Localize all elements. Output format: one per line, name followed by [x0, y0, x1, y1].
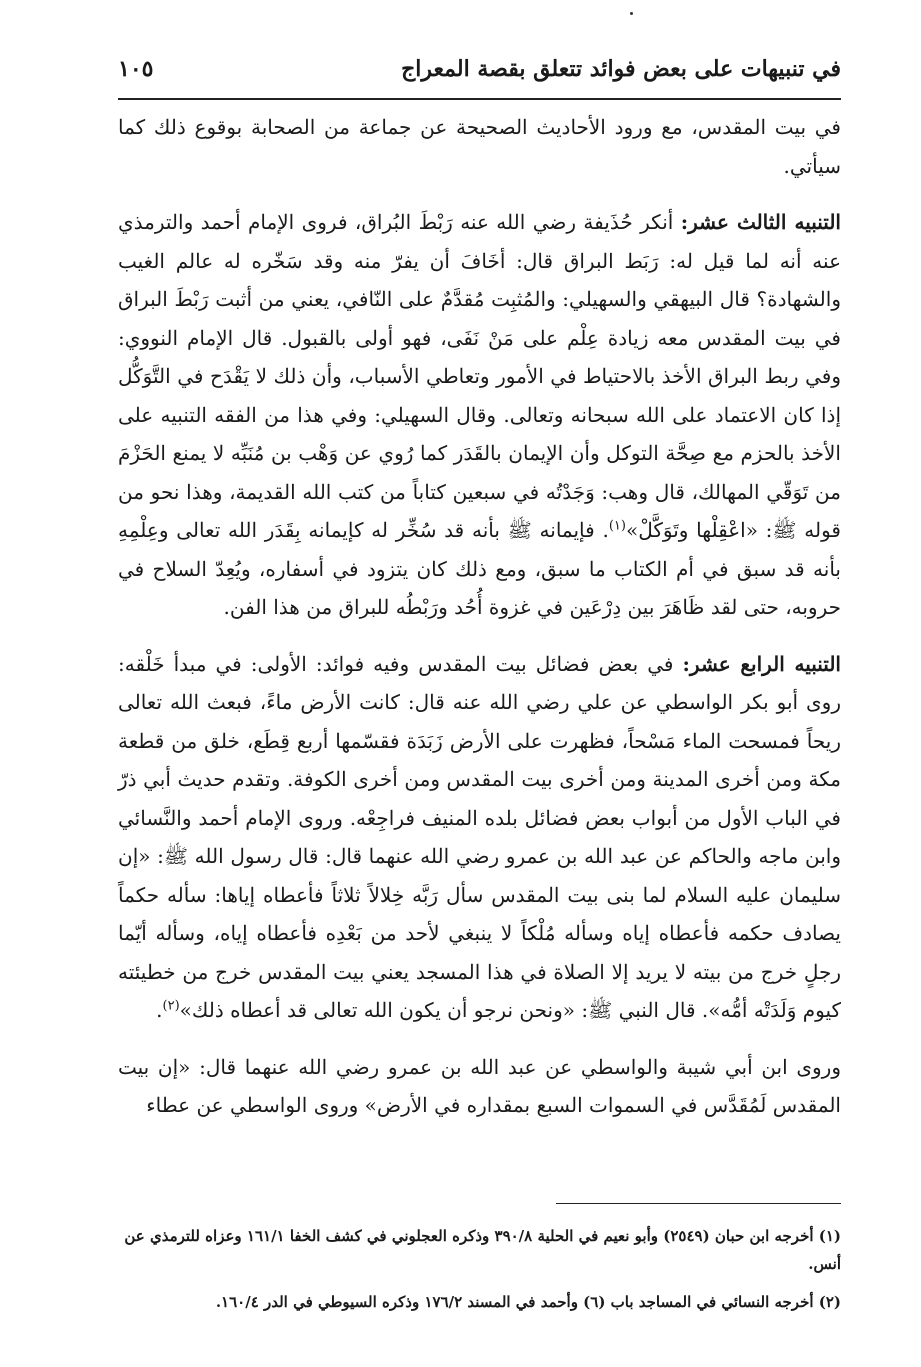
paragraph — [118, 645, 841, 1030]
paragraph — [118, 1048, 841, 1125]
main-text — [118, 108, 841, 1143]
footnote-reference[interactable]: (١) — [608, 518, 626, 534]
page-number: ١٠٥ — [118, 56, 154, 82]
paragraph-text: في بيت المقدس، مع ورود الأحاديث الصحيحة عن جماعة من الصحابة بوقوع ذلك كما سيأتي. — [118, 115, 841, 178]
section-heading: التنبيه الرابع عشر: — [682, 651, 841, 676]
paragraph-text: . — [156, 998, 163, 1022]
running-header — [118, 50, 841, 100]
footnote-reference[interactable]: (٢) — [162, 998, 180, 1014]
paragraph-text: . فإيمانه ﷺ بأنه قد سُخِّر له كإيمانه بِقَدَر الله تعالى وعِلْمِهِ بأنه قد سبق في أم الكتاب ما سبق، ومع ذلك كان يتزود في أسفاره، ويُعِدّ السلاح في حروبه، حتى لقد ظَاهَرَ بين دِرْعَين في غزوة أُحُد ورَبْطُه للبراق من هذا الفن. — [118, 518, 841, 619]
footnote: (١) أخرجه ابن حبان (٢٥٤٩) وأبو نعيم في الحلية ٣٩٠/٨ وذكره العجلوني في كشف الخفا ١٦١/١ وعزاه للترمذي عن أنس. — [124, 1227, 841, 1273]
section-heading: التنبيه الثالث عشر: — [680, 210, 841, 234]
footnotes — [118, 1222, 841, 1326]
running-title: في تنبيهات على بعض فوائد تتعلق بقصة المعراج — [401, 56, 841, 82]
footnote: (٢) أخرجه النسائي في المساجد باب (٦) وأحمد في المسند ١٧٦/٢ وذكره السيوطي في الدر ١٦٠/٤. — [215, 1293, 841, 1311]
paragraph-text: أنكر حُذَيفة رضي الله عنه رَبْطَ البُراق، فروى الإمام أحمد والترمذي عنه أنه لما قيل له: رَبَط البراق قال: أخَافَ أن يفرّ منه وقد سَخّره له عالم الغيب والشهادة؟ قال البيهقي والسهيلي: والمُثبِت مُقدَّمٌ على النّافي، يعني من أثبت رَبْطَ البراق في بيت المقدس معه زيادة عِلْم على مَنْ نَفَى، فهو أولى بالقبول. قال الإمام النووي: وفي ربط البراق الأخذ بالاحتياط في الأمور وتعاطي الأسباب، وأن ذلك لا يَقْدَح في التَّوَكُّل إذا كان الاعتماد على الله سبحانه وتعالى. وقال السهيلي: وفي هذا من الفقه التنبيه على الأخذ بالحزم مع صِحَّة التوكل وأن الإيمان بالقَدَر كما رُوي عن وَهْب بن مُنَبِّه لا يمنع الحَزْمَ من تَوَقّي المهالك، قال وهب: وَجَدْتُه في سبعين كتاباً من كتب الله القديمة، وهذا نحو من قوله ﷺ: «اعْقِلْها وتَوَكَّلْ» — [118, 210, 841, 542]
print-speck — [630, 12, 633, 15]
paragraph-text: في بعض فضائل بيت المقدس وفيه فوائد: الأولى: في مبدأ خَلْقه: روى أبو بكر الواسطي عن علي رضي الله عنه قال: كانت الأرض ماءً، فبعث الله تعالى ريحاً فمسحت الماء مَسْحاً، فظهرت على الأرض زَبَدَة فقسّمها أربع قِطَع، خلق من قطعة مكة ومن أخرى المدينة ومن أخرى بيت المقدس ومن أخرى الكوفة. وتقدم حديث أبي ذرّ في الباب الأول من أبواب بعض فضائل بلده المنيف فراجِعْه. وروى الإمام أحمد والنَّسائي وابن ماجه والحاكم عن عبد الله بن عمرو رضي الله عنهما قال: قال رسول الله ﷺ: «إن سليمان عليه السلام لما بنى بيت المقدس سأل رَبَّه خِلالاً ثلاثاً فأعطاه إياها: سأله حكماً يصادف حكمه فأعطاه إياه وسأله مُلْكاً لا ينبغي لأحد من بَعْدِه فأعطاه إياه، وسأله أيّما رجلٍ خرج من بيته لا يريد إلا الصلاة في هذا المسجد يعني بيت المقدس خرج من خطيئته كيوم وَلَدَتْه أمُّه». قال النبي ﷺ: «ونحن نرجو أن يكون الله تعالى قد أعطاه ذلك» — [118, 651, 841, 1022]
footnote-separator — [556, 1203, 841, 1204]
paragraph — [118, 108, 841, 185]
paragraph — [118, 203, 841, 627]
paragraph-text: وروى ابن أبي شيبة والواسطي عن عبد الله بن عمرو رضي الله عنهما قال: «إن بيت المقدس لَمُقَدَّس في السموات السبع بمقداره في الأرض» وروى الواسطي عن عطاء — [118, 1054, 841, 1117]
